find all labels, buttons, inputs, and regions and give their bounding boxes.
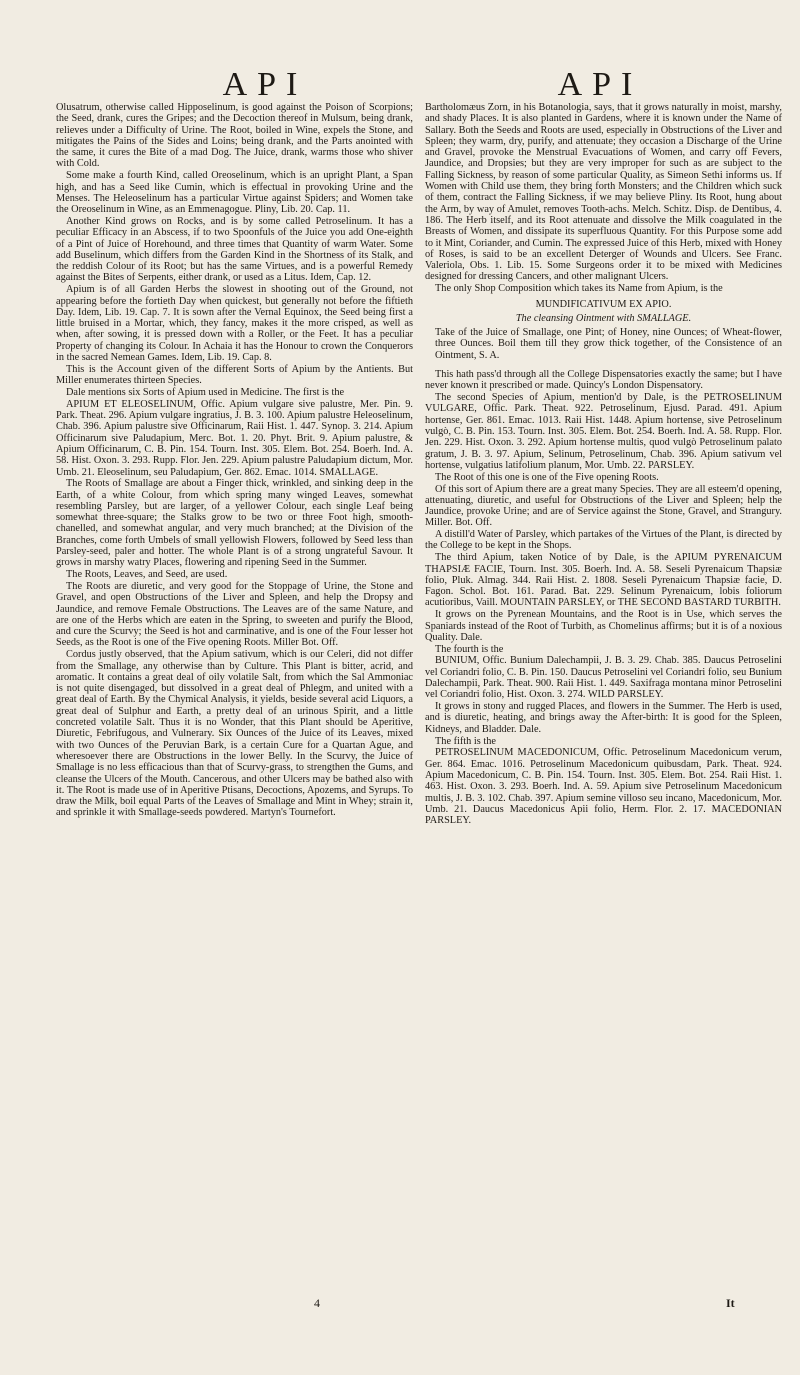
- right-column: [425, 102, 782, 827]
- paragraph: The Roots are diuretic, and very good for the Stoppage of Urine, the Stone and Gravel, and open Obstructions of the Liver and Spleen, and help the Dropsy and Jaundice, and remove Female Obstructions. The Leaves are of the same Nature, and are one of the Herbs which are eaten in the Spring, to sweeten and purify the Blood, and cure the Scurvy; the Seed is hot and carminative, and is one of the Four lesser hot Seeds, as the Root is one of the Five opening Roots. Miller Bot. Off.: [56, 580, 413, 649]
- running-head-left: API: [222, 66, 308, 103]
- paragraph: APIUM ET ELEOSELINUM, Offic. Apium vulgare sive palustre, Mer. Pin. 9. Park. Theat. 296. Apium vulgare ingratius, J. B. 3. 100. Apium palustre Heleoselinum, Chab. 396. Apium palustre sive Officinarum, Raii Hist. 1. 447. Synop. 3. 214. Apium Officinarum sive Paludapium, Merc. Bot. 1. 20. Phyt. Brit. 9. Apium palustre, & Apium Officinarum, C. B. Pin. 154. Tourn. Inst. 305. Elem. Bot. 254. Boerh. Ind. A. 58. Hist. Oxon. 3. 293. Rupp. Flor. Jen. 229. Apium palustre Paludapium dictum, Mor. Umb. 21. Eleoselinum, seu Paludapium, Ger. 862. Emac. 1014. SMALLAGE.: [56, 398, 413, 478]
- paragraph: The third Apium, taken Notice of by Dale, is the APIUM PYRENAICUM THAPSIÆ FACIE, Tourn. Inst. 305. Boerh. Ind. A. 58. Seseli Pyrenaicum Thapsiæ folio, Pluk. Almag. 344. Raii Hist. 2. 1808. Seseli Pyrenaicum Thapsiæ facie, D. Fagon. Schol. Bot. 161. Parad. Bat. 229. Selinum Pyrenaicum, lobis foliorum acutioribus, Vaill. MOUNTAIN PARSLEY, or THE SECOND BASTARD TURBITH.: [425, 552, 782, 609]
- paragraph: This is the Account given of the different Sorts of Apium by the Antients. But Miller enumerates thirteen Species.: [56, 363, 413, 387]
- paragraph: Another Kind grows on Rocks, and is by some called Petroselinum. It has a peculiar Efficacy in an Abscess, if to two Spoonfuls of the Juice you add One-eighth of a Pint of Juice of Horehound, and three times that Quantity of warm Water. Some add Buselinum, which differs from the Garden Kind in the Shortness of its Stalk, and the reddish Colour of its Root; but has the same Virtues, and is a powerful Remedy against the Bites of Serpents, either drank, or used as a Litus. Idem, Cap. 12.: [56, 215, 413, 284]
- paragraph: PETROSELINUM MACEDONICUM, Offic. Petroselinum Macedonicum verum, Ger. 864. Emac. 1016. Petroselinum Macedonicum quibusdam, Park. Theat. 924. Apium Macedonicum, C. B. Pin. 154. Tourn. Inst. 305. Elem. Bot. 254. Raii Hist. 1. 463. Hist. Oxon. 3. 293. Boerh. Ind. A. 59. Apium sive Petroselinum Macedonicum multis, J. B. 3. 102. Chab. 397. Apium semine villoso seu incano, Macedonicum, Mor. Umb. 21. Daucus Macedonicus Apii folio, Herm. Flor. 2. 17. MACEDONIAN PARSLEY.: [425, 747, 782, 827]
- recipe-subtitle: The cleansing Ointment with SMALLAGE.: [515, 312, 692, 324]
- paragraph: Cordus justly observed, that the Apium sativum, which is our Celeri, did not differ from the Smallage, any otherwise than by Culture. This Plant is bitter, acrid, and aromatic. It contains a great deal of oily volatile Salt, from which the Sal Ammoniac is not quite disengaged, but dissolved in a great deal of Phlegm, and united with a great deal of Earth. By the Chymical Analysis, it yields, beside several acid Liquors, a great deal of Sulphur and Earth, a pretty deal of an urinous Spirit, and a little concreted volatile Salt. Thus it is no Wonder, that this Plant should be Aperitive, Diuretic, Febrifugous, and Vulnerary. Six Ounces of the Juice of its Leaves, mixed with two Ounces of the Peruvian Bark, is a certain Cure for a Quartan Ague, and wheresoever there are Obstructions in the lower Belly. In the Scurvy, the Juice of Smallage is no less efficacious than that of Scurvy-grass, to strengthen the Gums, and cleanse the Ulcers of the Mouth. Cancerous, and other Ulcers may be bathed also with it. The Root is made use of in Aperitive Ptisans, Decoctions, Apozems, and Syrups. To draw the Milk, boil equal Parts of the Leaves of Smallage and Mint in Whey; strain it, and sprinkle it with Smallage-seeds powdered. Martyn's Tournefort.: [56, 649, 413, 819]
- paragraph: The only Shop Composition which takes its Name from Apium, is the: [435, 283, 723, 295]
- paragraph: The Roots, Leaves, and Seed, are used.: [66, 569, 228, 581]
- paragraph: The fourth is the: [435, 643, 504, 655]
- paragraph: It grows on the Pyrenean Mountains, and the Root is in Use, which serves the Spaniards instead of the Root of Turbith, as Chomelinus affirms; but it is of a noxious Quality. Dale.: [425, 609, 782, 643]
- paragraph: A distill'd Water of Parsley, which partakes of the Virtues of the Plant, is directed by the College to be kept in the Shops.: [425, 529, 782, 552]
- paragraph: Some make a fourth Kind, called Oreoselinum, which is an upright Plant, a Span high, and has a Seed like Cumin, which is effectual in provoking Urine and the Menses. The Heleoselinum has a particular Virtue against Spiders; and Women take the Oreoselinum in Wine, as an Emmenagogue. Pliny, Lib. 20. Cap. 11.: [56, 170, 413, 216]
- paragraph: The fifth is the: [435, 735, 496, 747]
- paragraph: Bartholomæus Zorn, in his Botanologia, says, that it grows naturally in moist, marshy, and shady Places. It is also planted in Gardens, where it is known under the Name of Sallary. Both the Seeds and Roots are used, especially in Obstructions of the Liver and Spleen; they warm, dry, purify, and attenuate; they occasion a Discharge of the Urine and Gravel, provoke the Menstrual Evacuations of Women, and carry off Fevers, Jaundice, and Dropsies; but they are very improper for such as are subject to the Falling Sickness, by reason of some particular Quality, as Simeon Sethi informs us. If Women with Child use them, they bring forth Monsters; and the Children which suck of them, contract the Falling Sickness, if we may believe Pliny. Its Root, hung about the Arm, by way of Amulet, removes Tooth-achs. Melch. Schitz. Disp. de Dentibus, 4. 186. The Herb itself, and its Root attenuate and dissolve the Milk coagulated in the Breasts of Women, and dissipate its superfluous Quantity. For this Purpose some add to it Mint, Coriander, and Cumin. The expressed Juice of this Herb, mixed with Honey of Roses, is said to be an excellent Deterger of Wounds and Ulcers. See Franc. Valeriola, Obs. 1. Lib. 15. Some Surgeons order it to be mixed with Medicines designed for dressing Cancers, and other malignant Ulcers.: [425, 102, 782, 283]
- paragraph: The Root of this one is one of the Five opening Roots.: [435, 471, 659, 483]
- paragraph: This hath pass'd through all the College Dispensatories exactly the same; but I have never known it prescribed or made. Quincy's London Dispensatory.: [425, 369, 782, 392]
- catchword: It: [726, 1296, 735, 1310]
- paragraph: It grows in stony and rugged Places, and flowers in the Summer. The Herb is used, and is diuretic, heating, and brings away the After-birth: It is good for the Spleen, Kidneys, and Bladder. Dale.: [425, 701, 782, 735]
- page-number: 4: [314, 1296, 320, 1310]
- paragraph: Of this sort of Apium there are a great many Species. They are all esteem'd opening, attenuating, diuretic, and useful for Obstructions of the Liver and Spleen; help the Jaundice, provoke Urine; and are of Service against the Stone, Gravel, and Strangury. Miller. Bot. Off.: [425, 483, 782, 529]
- paragraph: Apium is of all Garden Herbs the slowest in shooting out of the Ground, not appearing before the fortieth Day when quickest, but generally not before the fiftieth Day. Idem, Lib. 19. Cap. 7. It is sown after the Vernal Equinox, the Seed being first a little bruised in a Mortar, which, they fancy, makes it the more crisped, as well as when, after sowing, it is pressed down with a Roller, or the Feet. It has a peculiar Property of changing its Colour. In Achaia it has the Honour to crown the Conquerors in the sacred Nemean Games. Idem, Lib. 19. Cap. 8.: [56, 284, 413, 364]
- running-head-right: API: [557, 66, 643, 103]
- left-column: [56, 102, 413, 819]
- recipe-title: MUNDIFICATIVUM EX APIO.: [535, 298, 672, 310]
- paragraph: Dale mentions six Sorts of Apium used in Medicine. The first is the: [66, 386, 345, 398]
- paragraph: The Roots of Smallage are about a Finger thick, wrinkled, and sinking deep in the Earth, of a white Colour, from which spring many winged Leaves, somewhat resembling Parsley, but are larger, of a yellower Colour, each single Leaf being somewhat three-square; the Stalks grow to be two or three Foot high, smooth-chanelled, and somewhat angular, and very much branched; at the Division of the Branches, come forth Umbels of small yellowish Flowers, followed by Seed less than Parsley-seed, paler and hotter. The whole Plant is of a strong ungrateful Savour. It grows in marshy watry Places, flowering and ripening Seed in the Summer.: [56, 478, 413, 569]
- paragraph: The second Species of Apium, mention'd by Dale, is the PETROSELINUM VULGARE, Offic. Park. Theat. 922. Petroselinum, Ejusd. Parad. 491. Apium hortense, Ger. 861. Emac. 1013. Raii Hist. 1448. Apium hortense, sive Petroselinum vulgò, C. B. Pin. 153. Tourn. Inst. 305. Elem. Bot. 254. Boerh. Ind. A. 58. Rupp. Flor. Jen. 229. Hist. Oxon. 3. 292. Apium hortense multis, quod vulgò Petroselinum palato gratum, J. B. 3. 97. Apium, Selinum, Petroselinum, Chab. 396. Apium sativum vel hortense, vulgatius latifolium planum, Mor. Umb. 22. PARSLEY.: [425, 392, 782, 471]
- paragraph: BUNIUM, Offic. Bunium Dalechampii, J. B. 3. 29. Chab. 385. Daucus Petroselini vel Coriandri folio, C. B. Pin. 150. Daucus Petroselini vel Coriandri folio, seu Bunium Dalechampii, Park. Theat. 900. Raii Hist. 1. 449. Saxifraga montana minor Petroselini vel Coriandri folio, Hist. Oxon. 3. 274. WILD PARSLEY.: [425, 655, 782, 701]
- paragraph: Olusatrum, otherwise called Hipposelinum, is good against the Poison of Scorpions; the Seed, drank, cures the Gripes; and the Decoction thereof in Mulsum, being drank, relieves under a Difficulty of Urine. The Root, boiled in Wine, expels the Stone, and mitigates the Pains of the Sides and Loins; being drank, and the Parts anointed with the same, it cures the Bite of a mad Dog. The Juice, drank, warms those who shiver with Cold.: [56, 102, 413, 170]
- recipe-body: Take of the Juice of Smallage, one Pint; of Honey, nine Ounces; of Wheat-flower, three Ounces. Boil them till they grow thick together, of the Consistence of an Ointment, S. A.: [435, 327, 782, 361]
